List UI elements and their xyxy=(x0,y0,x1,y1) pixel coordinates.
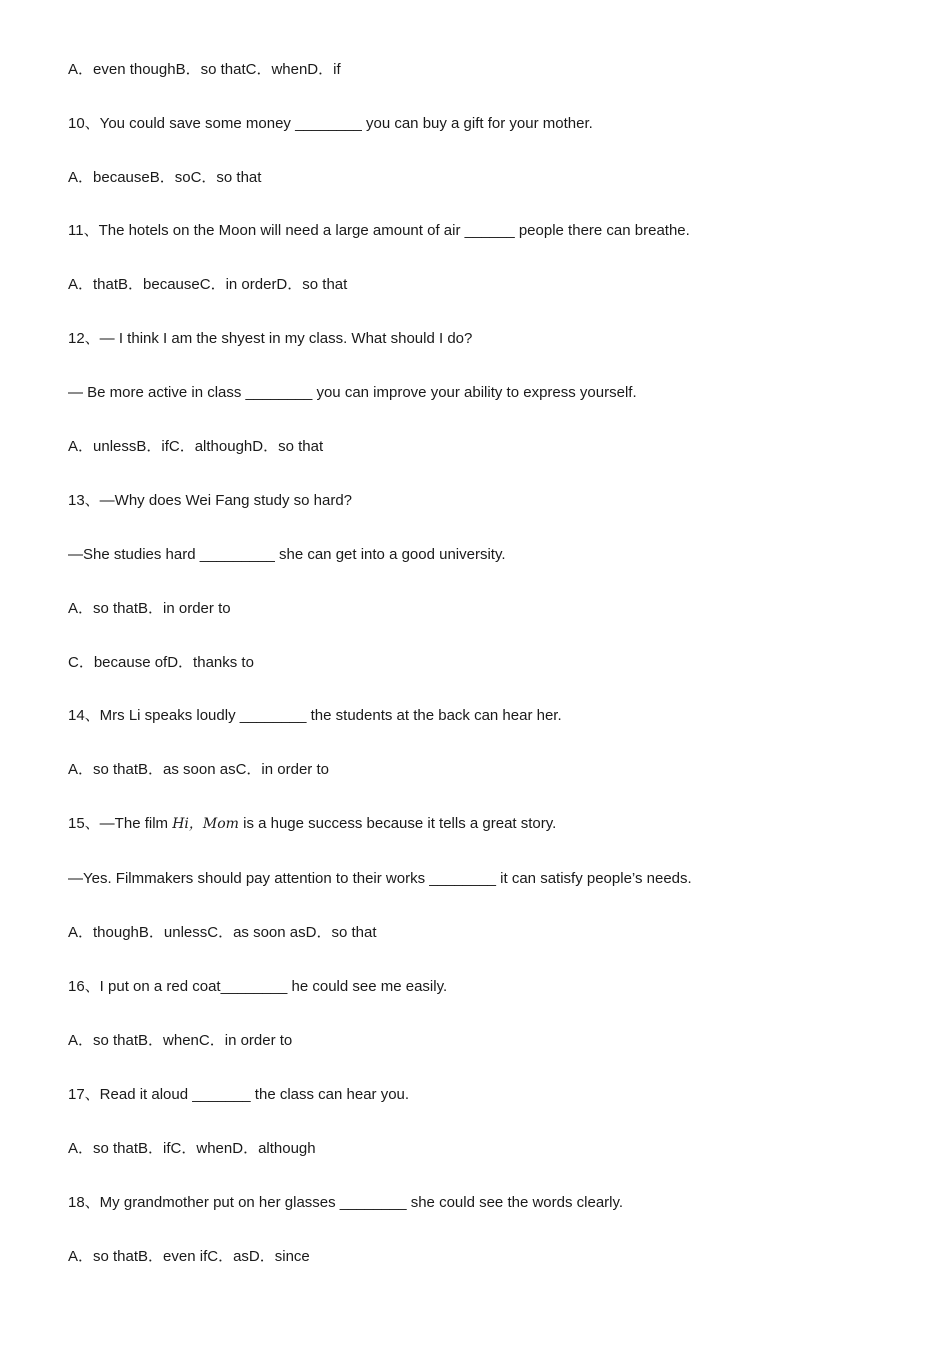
question-15-reply: —Yes. Filmmakers should pay attention to their works ________ it can satisfy people’s needs. xyxy=(68,870,692,887)
options-q16: A．so thatB．whenC．in order to xyxy=(68,1032,293,1049)
question-12-reply: — Be more active in class ________ you can improve your ability to express yourself. xyxy=(68,384,637,401)
options-q13-ab: A．so thatB．in order to xyxy=(68,600,231,617)
options-q13-cd: C．because ofD．thanks to xyxy=(68,654,254,671)
options-q10: A．becauseB．soC．so that xyxy=(68,169,262,186)
question-10: 10、You could save some money ________ you can buy a gift for your mother. xyxy=(68,115,593,132)
options-q15: A．thoughB．unlessC．as soon asD．so that xyxy=(68,924,377,941)
options-q18: A．so thatB．even ifC．asD．since xyxy=(68,1248,310,1265)
question-15 xyxy=(68,814,556,834)
options-q9: A．even thoughB．so thatC．whenD．if xyxy=(68,61,341,78)
film-title: Hi，Mom xyxy=(172,816,239,832)
options-q11: A．thatB．becauseC．in orderD．so that xyxy=(68,276,348,293)
question-15-after: is a huge success because it tells a great story. xyxy=(238,815,557,832)
question-13: 13、—Why does Wei Fang study so hard? xyxy=(68,492,353,509)
options-q17: A．so thatB．ifC．whenD．although xyxy=(68,1140,316,1157)
question-12: 12、— I think I am the shyest in my class. What should I do? xyxy=(68,330,473,347)
question-15-before: 15、—The film xyxy=(68,815,173,832)
question-18: 18、My grandmother put on her glasses ________ she could see the words clearly. xyxy=(68,1194,624,1211)
options-q14: A．so thatB．as soon asC．in order to xyxy=(68,761,329,778)
question-16: 16、I put on a red coat________ he could see me easily. xyxy=(68,978,448,995)
question-11: 11、The hotels on the Moon will need a large amount of air ______ people there can breathe. xyxy=(68,222,690,239)
question-17: 17、Read it aloud _______ the class can hear you. xyxy=(68,1086,410,1103)
question-13-reply: —She studies hard _________ she can get into a good university. xyxy=(68,546,506,563)
question-14: 14、Mrs Li speaks loudly ________ the students at the back can hear her. xyxy=(68,707,562,724)
options-q12: A．unlessB．ifC．althoughD．so that xyxy=(68,438,324,455)
